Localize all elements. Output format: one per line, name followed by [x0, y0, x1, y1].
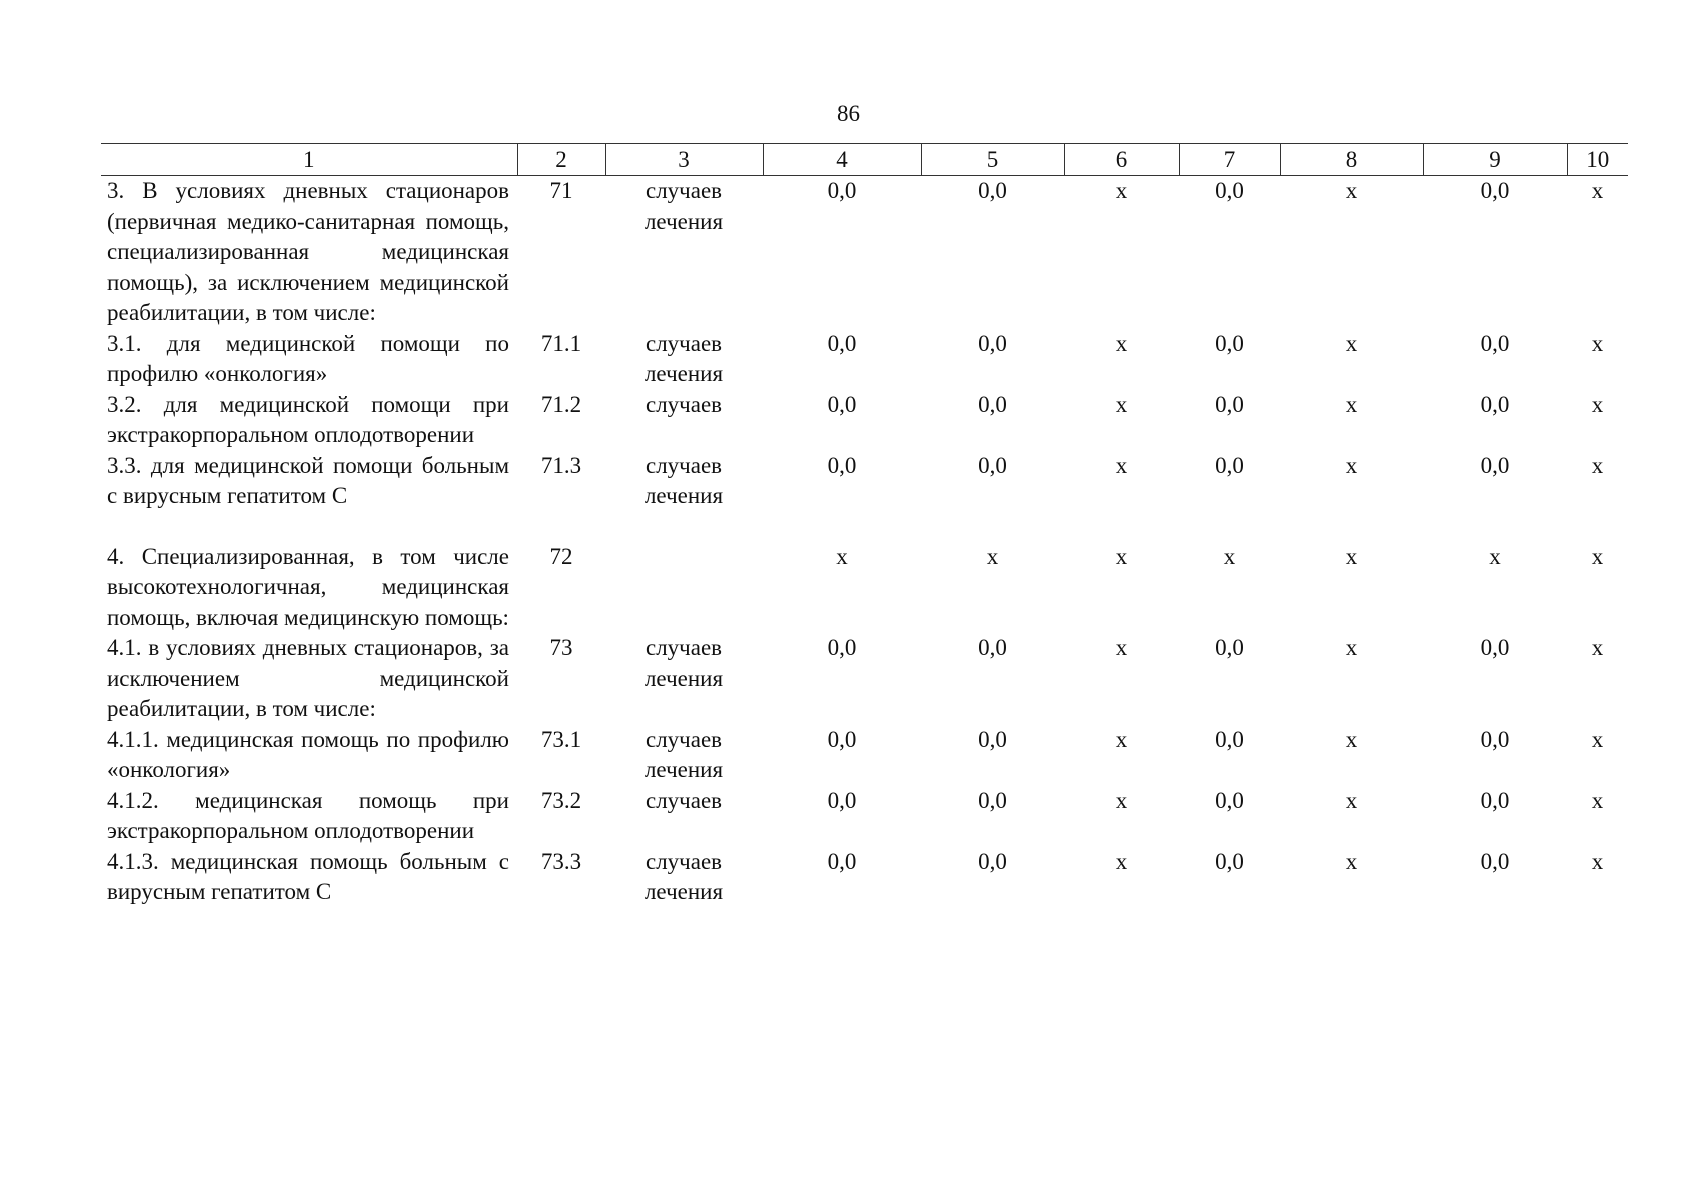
row-code: 73 [549, 635, 573, 660]
header-cell: 1 [101, 144, 517, 176]
row-value: x [1345, 726, 1358, 752]
row-value: x [1345, 787, 1358, 813]
row-value: 0,0 [1215, 452, 1244, 478]
row-value: 0,0 [978, 787, 1007, 813]
row-unit [605, 542, 763, 634]
row-value: x [1115, 178, 1128, 203]
row-value: x [986, 543, 999, 569]
header-row [101, 144, 1628, 176]
row-value: x [1591, 787, 1604, 813]
row-value: 0,0 [1215, 391, 1244, 417]
header-cell: 2 [517, 144, 605, 176]
row-value: x [1115, 848, 1128, 874]
row-value: 0,0 [827, 330, 857, 356]
row-value: 0,0 [1480, 787, 1510, 813]
row-value: 0,0 [1215, 726, 1244, 752]
row-value: x [1115, 391, 1128, 417]
data-table [101, 143, 1628, 908]
table-row [101, 176, 1628, 329]
row-value: 0,0 [978, 848, 1007, 874]
spacer-cell [101, 512, 1628, 542]
header-cell: 6 [1064, 144, 1179, 176]
row-value: 0,0 [978, 452, 1007, 478]
row-value: 0,0 [827, 787, 857, 813]
row-code: 71.2 [540, 391, 582, 417]
table-row [101, 390, 1628, 451]
row-value: x [1115, 330, 1128, 356]
row-code: 71 [549, 178, 573, 203]
page-number: 86 [837, 101, 860, 126]
row-value: 0,0 [1215, 178, 1244, 203]
row-code: 72 [549, 543, 573, 569]
row-value: 0,0 [978, 635, 1007, 660]
row-unit: случаев лечения [644, 178, 724, 234]
row-value: 0,0 [1480, 391, 1510, 417]
row-description: 3.3. для медицинской помощи больным с вирусным гепатитом С [107, 452, 509, 508]
row-value: x [1345, 635, 1358, 660]
row-value: 0,0 [978, 178, 1007, 203]
row-value: x [1115, 543, 1128, 569]
row-value: x [1115, 452, 1128, 478]
table-row [101, 847, 1628, 908]
table-row [101, 542, 1628, 634]
row-value: 0,0 [827, 726, 857, 752]
row-unit: случаев лечения [644, 726, 724, 782]
row-value: 0,0 [1215, 330, 1244, 356]
table-row [101, 329, 1628, 390]
row-description: 4.1.1. медицинская помощь по профилю «онкология» [107, 726, 509, 782]
row-value: 0,0 [827, 848, 857, 874]
row-value: 0,0 [1215, 635, 1244, 660]
row-value: 0,0 [827, 452, 857, 478]
row-value: 0,0 [827, 178, 857, 203]
row-value: x [1223, 543, 1236, 569]
table-row [101, 451, 1628, 512]
row-value: 0,0 [1480, 330, 1510, 356]
table-row [101, 633, 1628, 725]
table-row [101, 725, 1628, 786]
header-cell: 7 [1179, 144, 1280, 176]
row-value: 0,0 [978, 726, 1007, 752]
row-value: 0,0 [1480, 452, 1510, 478]
row-value: 0,0 [1215, 848, 1244, 874]
row-value: x [1345, 848, 1358, 874]
row-unit: случаев лечения [644, 635, 724, 691]
row-value: x [1345, 330, 1358, 356]
row-unit: случаев [645, 391, 723, 417]
row-description: 4.1.2. медицинская помощь при экстракорпоральном оплодотворении [107, 787, 509, 843]
row-unit: случаев [645, 787, 723, 813]
row-value: x [1591, 178, 1604, 203]
header-cell: 3 [605, 144, 763, 176]
row-unit: случаев лечения [644, 848, 724, 904]
header-cell: 5 [921, 144, 1064, 176]
row-value: x [1591, 848, 1604, 874]
row-description: 4. Специализированная, в том числе высокотехнологичная, медицинская помощь, включая медицинскую помощь: [107, 543, 509, 630]
row-description: 3. В условиях дневных стационаров (первичная медико-санитарная помощь, специализированная медицинская помощь), за исключением медицинской реабилитации, в том числе: [107, 178, 509, 325]
row-value: x [1345, 452, 1358, 478]
row-value: 0,0 [978, 330, 1007, 356]
row-code: 73.3 [540, 848, 582, 874]
row-value: x [1345, 543, 1358, 569]
row-value: 0,0 [1480, 635, 1510, 660]
row-code: 71.3 [540, 452, 582, 478]
spacer-row [101, 512, 1628, 542]
row-value: 0,0 [827, 391, 857, 417]
row-value: 0,0 [1480, 178, 1510, 203]
header-cell: 10 [1567, 144, 1628, 176]
row-unit: случаев лечения [644, 452, 724, 508]
header-cell: 8 [1280, 144, 1423, 176]
row-value: x [1345, 391, 1358, 417]
row-value: x [1345, 178, 1358, 203]
row-value: x [1591, 635, 1604, 660]
row-value: x [1115, 635, 1128, 660]
table-row [101, 786, 1628, 847]
row-value: x [1591, 330, 1604, 356]
row-unit: случаев лечения [644, 330, 724, 386]
row-description: 3.2. для медицинской помощи при экстракорпоральном оплодотворении [107, 391, 509, 447]
row-description: 4.1. в условиях дневных стационаров, за исключением медицинской реабилитации, в том числе: [107, 635, 509, 721]
row-code: 73.2 [540, 787, 582, 813]
row-value: x [1115, 787, 1128, 813]
row-description: 4.1.3. медицинская помощь больным с вирусным гепатитом С [107, 848, 509, 904]
row-value: 0,0 [1480, 848, 1510, 874]
row-description: 3.1. для медицинской помощи по профилю «онкология» [107, 330, 509, 386]
row-value: x [1591, 543, 1604, 569]
row-value: 0,0 [1480, 726, 1510, 752]
row-value: x [1489, 543, 1501, 569]
row-value: x [836, 543, 848, 569]
row-value: x [1591, 391, 1604, 417]
row-code: 71.1 [540, 330, 582, 356]
row-value: x [1115, 726, 1128, 752]
row-value: 0,0 [978, 391, 1007, 417]
row-code: 73.1 [540, 726, 582, 752]
row-value: x [1591, 452, 1604, 478]
row-value: 0,0 [827, 635, 857, 660]
header-cell: 4 [763, 144, 921, 176]
row-value: 0,0 [1215, 787, 1244, 813]
header-cell: 9 [1423, 144, 1567, 176]
row-value: x [1591, 726, 1604, 752]
